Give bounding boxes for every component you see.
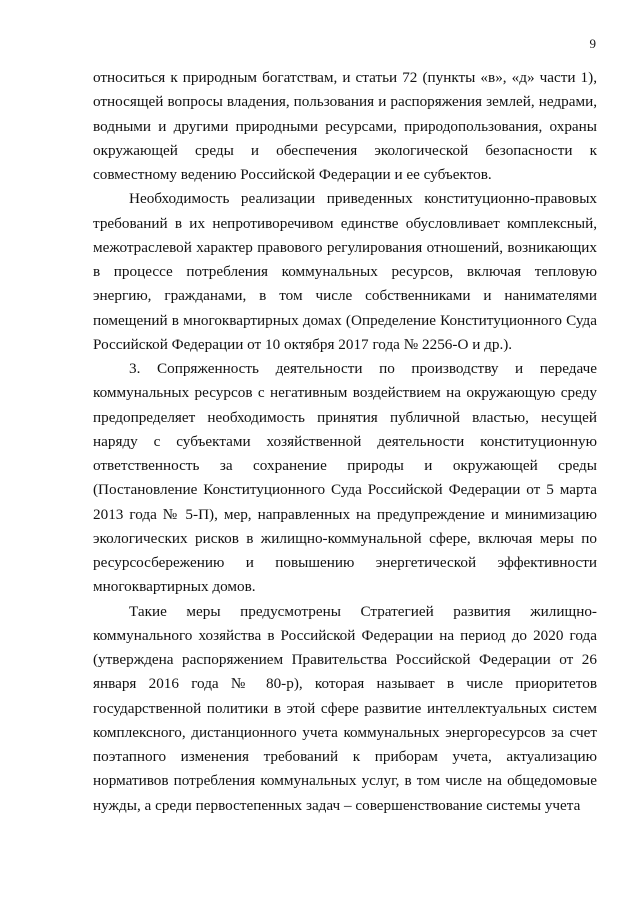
page-number: 9 — [589, 36, 596, 51]
paragraph-3: 3. Сопряженность деятельности по производству и передаче коммунальных ресурсов с негативным воздействием на окружающую среду предопределяет необходимость принятия публичной властью, несущей наряду с субъектами хозяйственной деятельности конституционную ответственность за сохранение природы и окружающей среды (Постановление Конституционного Суда Российской Федерации от 5 марта 2013 года № 5-П), мер, направленных на предупреждение и минимизацию экологических рисков в жилищно-коммунальной сфере, включая меры по ресурсосбережению и повышению энергетической эффективности многоквартирных домов. — [93, 360, 597, 596]
paragraph-4: Такие меры предусмотрены Стратегией развития жилищно-коммунального хозяйства в Российской Федерации на период до 2020 года (утверждена распоряжением Правительства Российской Федерации от 26 января 2016 года № 80-р), которая называет в числе приоритетов государственной политики в этой сфере развитие интеллектуальных систем комплексного, дистанционного учета коммунальных энергоресурсов за счет поэтапного изменения требований к приборам учета, актуализацию нормативов потребления коммунальных услуг, в том числе на общедомовые нужды, а среди первостепенных задач – совершенствование системы учета — [93, 602, 597, 814]
paragraph-2: Необходимость реализации приведенных конституционно-правовых требований в их непротиворечивом единстве обусловливает комплексный, межотраслевой характер правового регулирования отношений, возникающих в процессе потребления коммунальных ресурсов, включая тепловую энергию, гражданами, в том числе собственниками и нанимателями помещений в многоквартирных домах (Определение Конституционного Суда Российской Федерации от 10 октября 2017 года № 2256-О и др.). — [93, 190, 597, 353]
document-body — [93, 66, 597, 818]
paragraph-1: относиться к природным богатствам, и статьи 72 (пункты «в», «д» части 1), относящей вопросы владения, пользования и распоряжения землей, недрами, водными и другими природными ресурсами, природопользования, охраны окружающей среды и обеспечения экологической безопасности к совместному ведению Российской Федерации и ее субъектов. — [93, 69, 597, 183]
